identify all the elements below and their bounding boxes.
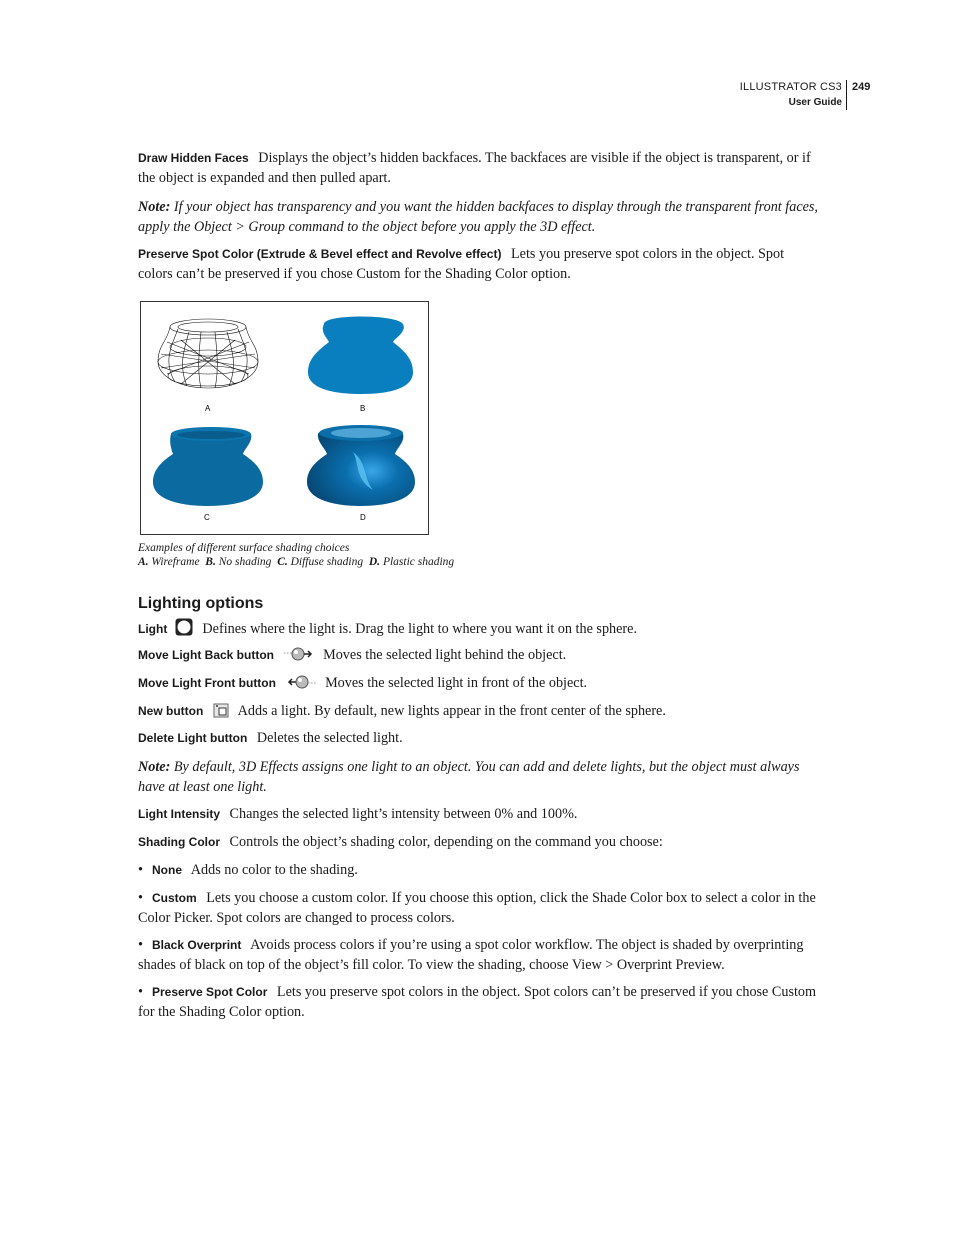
paragraph-move-back — [138, 646, 818, 669]
bullet-dot: • — [138, 937, 143, 953]
paragraph-preserve-spot — [138, 245, 818, 284]
caption-key-a: A. — [138, 556, 149, 568]
note-lights — [138, 758, 818, 797]
paragraph-delete-button — [138, 729, 818, 749]
term-move-back: Move Light Back button — [138, 648, 274, 662]
wireframe-shape — [158, 319, 258, 388]
caption-line-1: Examples of different surface shading choices — [138, 542, 350, 554]
desc-delete-button: Deletes the selected light. — [256, 730, 403, 746]
note-text: If your object has transparency and you want the hidden backfaces to display through the transparent front faces, apply the Object > Group command to the object before you apply the 3D effect. — [138, 199, 818, 235]
desc-move-front: Moves the selected light in front of the object. — [325, 675, 588, 691]
diffuse-shading-shape — [153, 427, 263, 506]
list-item — [138, 889, 818, 928]
move-light-back-icon — [284, 646, 314, 669]
note-transparency — [138, 198, 818, 237]
bullet-term-black-overprint: Black Overprint — [152, 938, 242, 952]
bullet-text-none: Adds no color to the shading. — [190, 862, 358, 878]
section-heading-lighting: Lighting options — [138, 595, 264, 612]
term-shading-color: Shading Color — [138, 835, 220, 849]
caption-key-c: C. — [277, 556, 288, 568]
term-preserve-spot: Preserve Spot Color (Extrude & Bevel effect and Revolve effect) — [138, 247, 502, 261]
bullet-text-custom: Lets you choose a custom color. If you choose this option, click the Shade Color box to select a color in the Color Picker. Spot colors are changed to process colors. — [138, 890, 816, 926]
caption-line-2 — [138, 555, 454, 569]
bullet-dot: • — [138, 862, 143, 878]
caption-text-c: Diffuse shading — [290, 556, 364, 568]
list-item — [138, 983, 818, 1022]
header-titles — [740, 80, 842, 110]
plastic-shading-shape — [307, 425, 415, 506]
term-intensity: Light Intensity — [138, 807, 220, 821]
figure-label-b: B — [360, 404, 366, 413]
paragraph-new-button — [138, 702, 818, 725]
figure-label-d: D — [360, 513, 366, 522]
paragraph-light — [138, 618, 818, 643]
caption-text-d: Plastic shading — [382, 556, 455, 568]
paragraph-move-front — [138, 674, 818, 697]
paragraph-shading-color — [138, 833, 818, 853]
note-label: Note: — [138, 199, 171, 215]
bullet-dot: • — [138, 984, 143, 1000]
bullet-text-black-overprint: Avoids process colors if you’re using a spot color workflow. The object is shaded by overprinting shades of black on top of the object’s fill color. To view the shading, choose View > Overprint Preview. — [138, 937, 804, 973]
note-lights-text: By default, 3D Effects assigns one light to an object. You can add and delete lights, but the object must always have at least one light. — [138, 759, 800, 795]
desc-light: Defines where the light is. Drag the light to where you want it on the sphere. — [202, 621, 637, 637]
bullet-dot: • — [138, 890, 143, 906]
desc-draw-hidden-faces: Displays the object’s hidden backfaces. The backfaces are visible if the object is transparent, or if the object is expanded and then pulled apart. — [138, 150, 811, 186]
no-shading-shape — [308, 317, 413, 395]
term-draw-hidden-faces: Draw Hidden Faces — [138, 151, 249, 165]
new-light-icon — [213, 702, 229, 725]
caption-text-b: No shading — [218, 556, 272, 568]
bullet-term-preserve-spot: Preserve Spot Color — [152, 985, 268, 999]
desc-shading-color: Controls the object’s shading color, depending on the command you choose: — [229, 834, 663, 850]
caption-key-b: B. — [205, 556, 216, 568]
desc-intensity: Changes the selected light’s intensity between 0% and 100%. — [229, 806, 578, 822]
term-new-button: New button — [138, 704, 204, 718]
shading-examples-illustration — [141, 302, 428, 534]
paragraph-intensity — [138, 805, 818, 825]
header-title: ILLUSTRATOR CS3 — [739, 81, 842, 93]
figure-label-c: C — [204, 513, 210, 522]
desc-move-back: Moves the selected light behind the object. — [323, 647, 567, 663]
shading-figure — [140, 301, 429, 535]
header-divider — [846, 80, 847, 110]
note-lights-label: Note: — [138, 759, 171, 775]
caption-text-a: Wireframe — [151, 556, 200, 568]
list-item — [138, 936, 818, 975]
page-header — [0, 80, 954, 116]
header-subtitle: User Guide — [788, 97, 842, 108]
bullet-term-custom: Custom — [152, 891, 197, 905]
paragraph-draw-hidden-faces — [138, 149, 818, 188]
term-light: Light — [138, 622, 168, 636]
term-move-front: Move Light Front button — [138, 676, 276, 690]
figure-label-a: A — [205, 404, 211, 413]
bullet-text-preserve-spot: Lets you preserve spot colors in the object. Spot colors can’t be preserved if you chose Custom for the Shading Color option. — [138, 984, 817, 1020]
bullet-term-none: None — [152, 863, 182, 877]
desc-preserve-spot: Lets you preserve spot colors in the object. Spot colors can’t be preserved if you chose Custom for the Shading Color option. — [138, 246, 785, 282]
desc-new-button: Adds a light. By default, new lights appear in the front center of the sphere. — [237, 703, 666, 719]
move-light-front-icon — [286, 674, 316, 697]
list-item — [138, 861, 818, 881]
term-delete-button: Delete Light button — [138, 731, 248, 745]
light-sphere-icon — [175, 618, 193, 643]
page-number: 249 — [852, 81, 871, 93]
figure-caption — [138, 541, 454, 569]
caption-key-d: D. — [368, 556, 381, 568]
